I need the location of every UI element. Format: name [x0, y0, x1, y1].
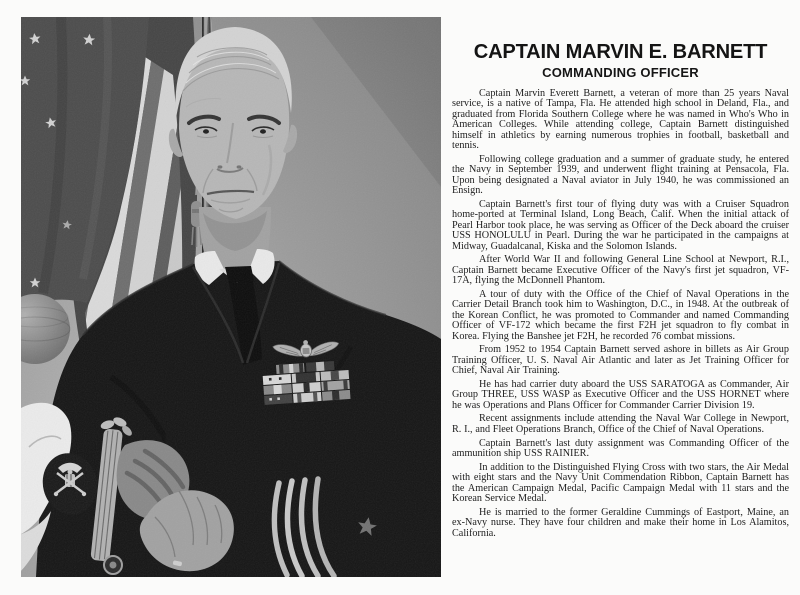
- bio-paragraph: Recent assignments include attending the Naval War College in Newport, R. I., and Fleet Operations Branch, Office of the Chief of Naval Operations.: [452, 413, 789, 435]
- bio-paragraph: From 1952 to 1954 Captain Barnett served ashore in billets as Air Group Training Officer, U. S. Naval Air Atlantic and later as Jet Training Officer for Chief, Naval Air Training.: [452, 344, 789, 377]
- bio-paragraph: He has had carrier duty aboard the USS SARATOGA as Commander, Air Group THREE, USS WASP as Executive Officer and the USS HORNET where he was Operations and Plans Officer for Commander Carrier Division 19.: [452, 378, 789, 411]
- bio-paragraph: A tour of duty with the Office of the Chief of Naval Operations in the Carrier Detail Branch took him to Washington, D.C., in 1948. At the outbreak of the Korean Conflict, he was promoted to Commander and named Commanding Officer of VF-172 which became the first F2H jet squadron to fly combat in Korea. Flying the Banshee jet F2H, he recorded 76 combat missions.: [452, 288, 789, 342]
- page-title: CAPTAIN MARVIN E. BARNETT: [473, 40, 768, 63]
- bio-paragraph: Captain Marvin Everett Barnett, a veteran of more than 25 years Naval service, is a native of Tampa, Fla. He attended high school in Deland, Fla., and graduated from Florida Southern College where he was named in Who's Who in American Colleges. While attending college, Captain Barnett distinguished himself in athletics by earning numerous trophies in football, basketball and tennis.: [452, 88, 789, 152]
- biography-paragraphs: [452, 89, 789, 539]
- bio-paragraph: Captain Barnett's last duty assignment was Commanding Officer of the ammunition ship USS RAINIER.: [452, 437, 789, 459]
- photo-grain-overlay: [21, 17, 441, 577]
- bio-paragraph: Following college graduation and a summer of graduate study, he entered the Navy in September 1939, and underwent flight training at Pensacola, Fla. Upon being designated a Naval aviator in July 1940, he was commissioned an Ensign.: [452, 153, 789, 197]
- bio-paragraph: Captain Barnett's first tour of flying duty was with a Cruiser Squadron home-ported at Terminal Island, Long Beach, Calif. When the initial attack of Pearl Harbor took place, he was serving as Officer of the Deck aboard the cruiser USS HONOLULU in Pearl. During the war he participated in the campaigns at Midway, Guadalcanal, Kiska and the Solomon Islands.: [452, 198, 789, 252]
- bio-paragraph: After World War II and following General Line School at Newport, R.I., Captain Barnett became Executive Officer of the Navy's first jet squadron, VF-17A, flying the McDonnell Phantom.: [452, 254, 789, 287]
- page-subtitle: COMMANDING OFFICER: [542, 65, 699, 80]
- bio-paragraph: He is married to the former Geraldine Cummings of Eastport, Maine, an ex-Navy nurse. They have four children and make their home in Los Alamitos, California.: [452, 506, 789, 539]
- officer-portrait-photo: [21, 17, 441, 577]
- portrait-svg: [21, 17, 441, 577]
- biography-text: [452, 41, 789, 542]
- bio-paragraph: In addition to the Distinguished Flying Cross with two stars, the Air Medal with eight stars and the Navy Unit Commendation Ribbon, Captain Barnett has the American Campaign Medal, Pacific Campaign Medal with 11 stars and the Korean Service Medal.: [452, 461, 789, 504]
